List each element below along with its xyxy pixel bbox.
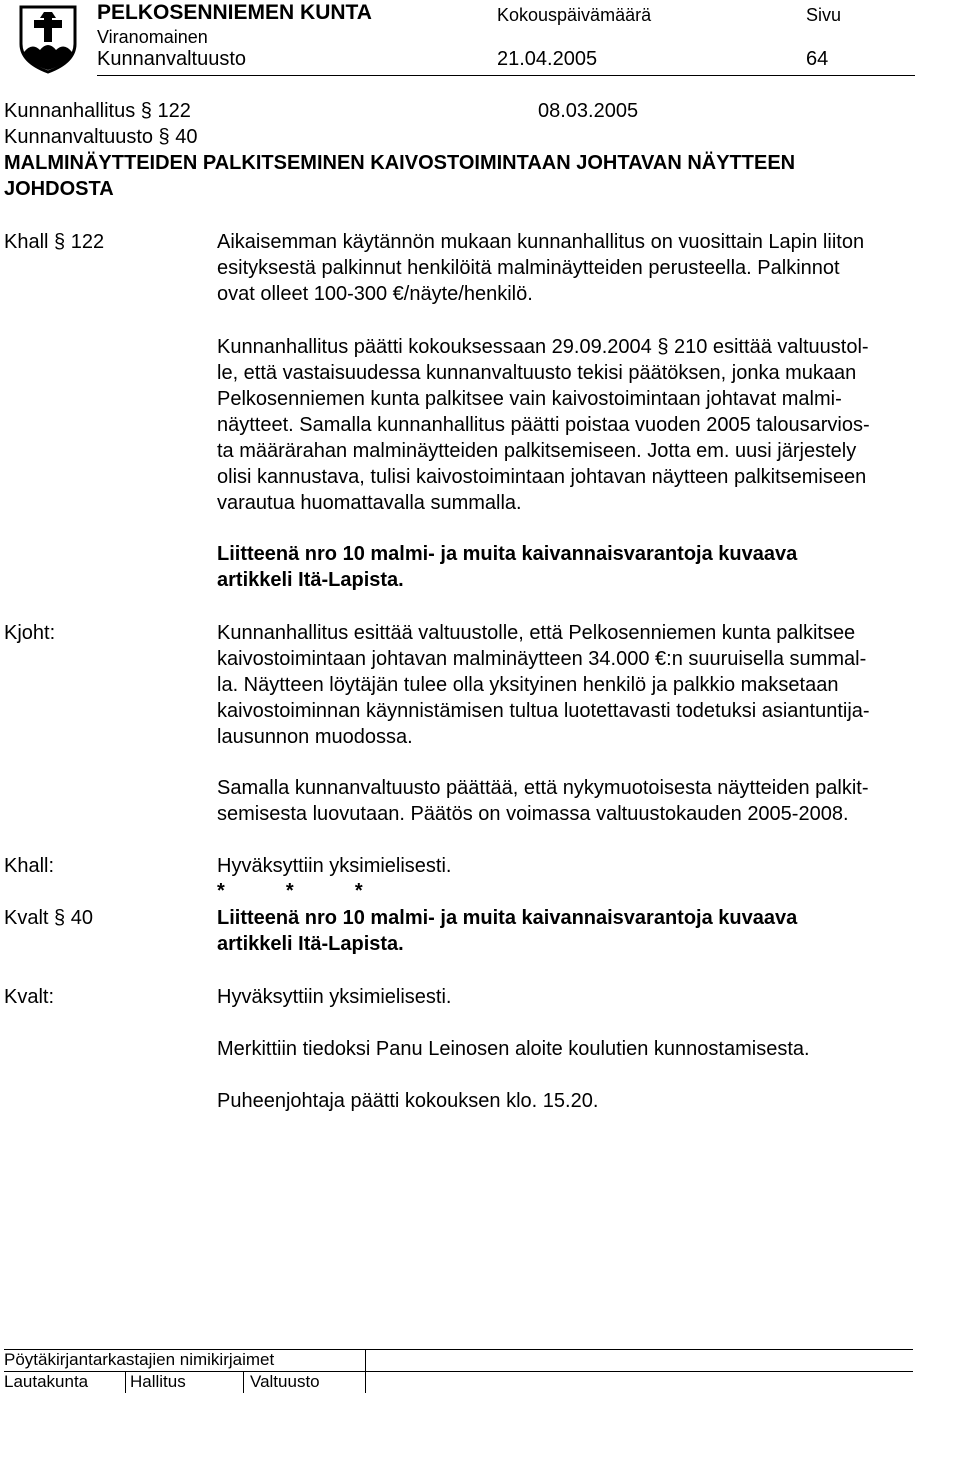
label-kvalt: Kvalt: <box>4 986 55 1008</box>
footer-col-hallitus: Hallitus <box>130 1372 186 1391</box>
attachment-note-1 <box>217 541 957 593</box>
date-label: Kokouspäivämäärä <box>497 5 652 25</box>
org-name: PELKOSENNIEMEN KUNTA <box>97 1 372 24</box>
note-meeting-closed: Puheenjohtaja päätti kokouksen klo. 15.20. <box>217 1090 599 1112</box>
text-line: Kunnanhallitus päätti kokouksessaan 29.09.2004 § 210 esittää valtuustol- <box>217 336 869 358</box>
text-line: kaivostoimintaan johtavan malminäytteen 34.000 €:n suuruisella summal- <box>217 648 867 670</box>
paragraph-background <box>217 229 957 307</box>
label-khall: Khall: <box>4 855 55 877</box>
footer-divider <box>365 1371 366 1393</box>
ref-kunnanhallitus: Kunnanhallitus § 122 <box>4 100 191 122</box>
text-line: näytteet. Samalla kunnanhallitus päätti poistaa vuoden 2005 talousarvios- <box>217 414 870 436</box>
label-khall-122: Khall § 122 <box>4 231 105 253</box>
municipality-crest-icon <box>18 4 78 74</box>
text-line: olisi kannustava, tulisi kaivostoimintaan johtavan näytteen palkitsemiseen <box>217 466 867 488</box>
attachment-note-2 <box>217 905 957 957</box>
text-line: Liitteenä nro 10 malmi- ja muita kaivannaisvarantoja kuvaava <box>217 543 798 565</box>
paragraph-proposal <box>217 620 957 750</box>
text-line: artikkeli Itä-Lapista. <box>217 933 404 955</box>
authority-label: Viranomainen <box>97 27 208 47</box>
kvalt-decision: Hyväksyttiin yksimielisesti. <box>217 986 452 1008</box>
text-line: la. Näytteen löytäjän tulee olla yksityinen henkilö ja palkkio maksetaan <box>217 674 839 696</box>
footer-title: Pöytäkirjantarkastajien nimikirjaimet <box>4 1350 275 1369</box>
text-line: semisesta luovutaan. Päätös on voimassa valtuustokauden 2005-2008. <box>217 803 849 825</box>
meeting-body: Kunnanvaltuusto <box>97 48 247 70</box>
text-line: varautua huomattavalla summalla. <box>217 492 522 514</box>
footer-col-lautakunta: Lautakunta <box>4 1372 89 1391</box>
separator-asterisks: * * * <box>217 880 363 902</box>
text-line: Pelkosenniemen kunta palkitsee vain kaivostoimintaan johtavat malmi- <box>217 388 842 410</box>
footer-divider <box>365 1349 366 1371</box>
page-number: 64 <box>806 48 829 70</box>
text-line: kaivostoiminnan käynnistämisen tultua luotettavasti todetuksi asiantuntija- <box>217 700 870 722</box>
document-title-line2: JOHDOSTA <box>4 178 114 200</box>
text-line: ovat olleet 100-300 €/näyte/henkilö. <box>217 283 533 305</box>
page-label: Sivu <box>806 5 842 25</box>
ref-kunnanvaltuusto: Kunnanvaltuusto § 40 <box>4 126 198 148</box>
meeting-date: 21.04.2005 <box>497 48 598 70</box>
text-line: artikkeli Itä-Lapista. <box>217 569 404 591</box>
note-road-initiative: Merkittiin tiedoksi Panu Leinosen aloite koulutien kunnostamisesta. <box>217 1038 810 1060</box>
header-divider <box>97 75 915 76</box>
text-line: Aikaisemman käytännön mukaan kunnanhallitus on vuosittain Lapin liiton <box>217 231 865 253</box>
label-kvalt-40: Kvalt § 40 <box>4 907 93 929</box>
text-line: ta määrärahan malminäytteiden palkitsemiseen. Jotta em. uusi järjestely <box>217 440 857 462</box>
text-line: esityksestä palkinnut henkilöitä malminäytteiden perusteella. Palkinnot <box>217 257 840 279</box>
text-line: le, että vastaisuudessa kunnanvaltuusto tekisi päätöksen, jonka mukaan <box>217 362 857 384</box>
footer-divider <box>125 1371 126 1393</box>
footer-divider <box>243 1371 244 1393</box>
text-line: Samalla kunnanvaltuusto päättää, että nykymuotoisesta näytteiden palkit- <box>217 777 869 799</box>
text-line: lausunnon muodossa. <box>217 726 413 748</box>
paragraph-council-decision <box>217 775 957 827</box>
text-line: Liitteenä nro 10 malmi- ja muita kaivannaisvarantoja kuvaava <box>217 907 798 929</box>
label-kjoht: Kjoht: <box>4 622 56 644</box>
text-line: Kunnanhallitus esittää valtuustolle, että Pelkosenniemen kunta palkitsee <box>217 622 856 644</box>
ref-date: 08.03.2005 <box>538 100 639 122</box>
khall-decision: Hyväksyttiin yksimielisesti. <box>217 855 452 877</box>
footer-col-valtuusto: Valtuusto <box>250 1372 320 1391</box>
document-title-line1: MALMINÄYTTEIDEN PALKITSEMINEN KAIVOSTOIMINTAAN JOHTAVAN NÄYTTEEN <box>4 152 796 174</box>
paragraph-previous-decision <box>217 334 957 516</box>
